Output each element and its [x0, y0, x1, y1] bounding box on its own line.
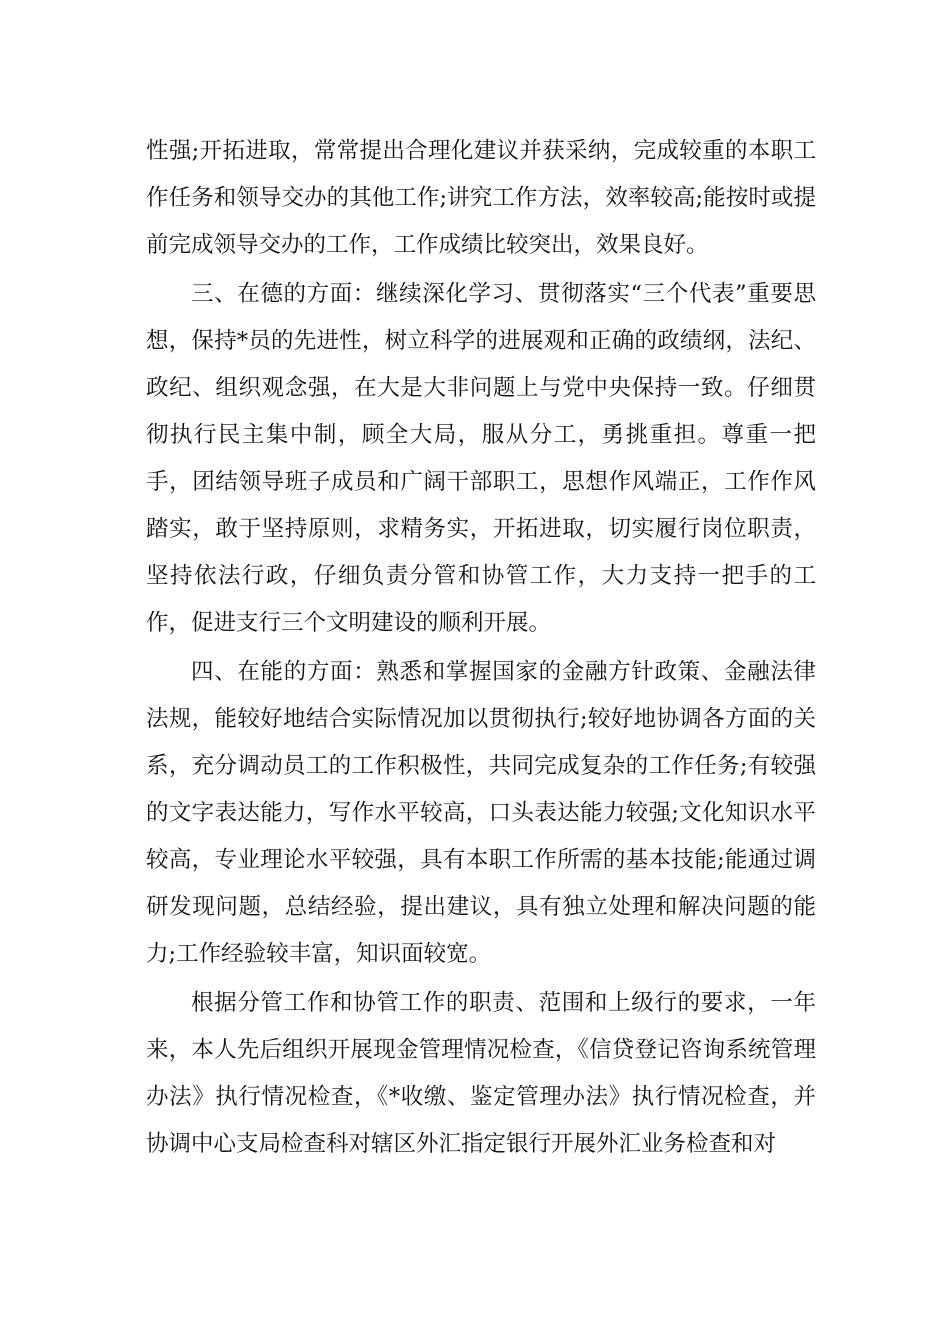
paragraph-2: 三、在德的方面：继续深化学习、贯彻落实“三个代表”重要思想，保持*员的先进性，树立科学的进展观和正确的政绩纲，法纪、政纪、组织观念强，在大是大非问题上与党中央保持一致。仔细贯彻执行民主集中制，顾全大局，服从分工，勇挑重担。尊重一把手，团结领导班子成员和广阔干部职工，思想作风端正，工作作风踏实，敢于坚持原则，求精务实，开拓进取，切实履行岗位职责，坚持依法行政，仔细负责分管和协管工作，大力支持一把手的工作，促进支行三个文明建设的顺利开展。	[146, 281, 816, 636]
paragraph-4: 根据分管工作和协管工作的职责、范围和上级行的要求，一年来，本人先后组织开展现金管理情况检查，《信贷登记咨询系统管理办法》执行情况检查，《*收缴、鉴定管理办法》执行情况检查，并协调中心支局检查科对辖区外汇指定银行开展外汇业务检查和对	[146, 990, 816, 1157]
document-body	[146, 128, 816, 1168]
paragraph-3: 四、在能的方面：熟悉和掌握国家的金融方针政策、金融法律法规，能较好地结合实际情况加以贯彻执行;较好地协调各方面的关系，充分调动员工的工作积极性，共同完成复杂的工作任务;有较强的文字表达能力，写作水平较高，口头表达能力较强;文化知识水平较高，专业理论水平较强，具有本职工作所需的基本技能;能通过调研发现问题，总结经验，提出建议，具有独立处理和解决问题的能力;工作经验较丰富，知识面较宽。	[146, 659, 816, 967]
paragraph-1: 性强;开拓进取，常常提出合理化建议并获采纳，完成较重的本职工作任务和领导交办的其他工作;讲究工作方法，效率较高;能按时或提前完成领导交办的工作，工作成绩比较突出，效果良好。	[146, 138, 816, 258]
